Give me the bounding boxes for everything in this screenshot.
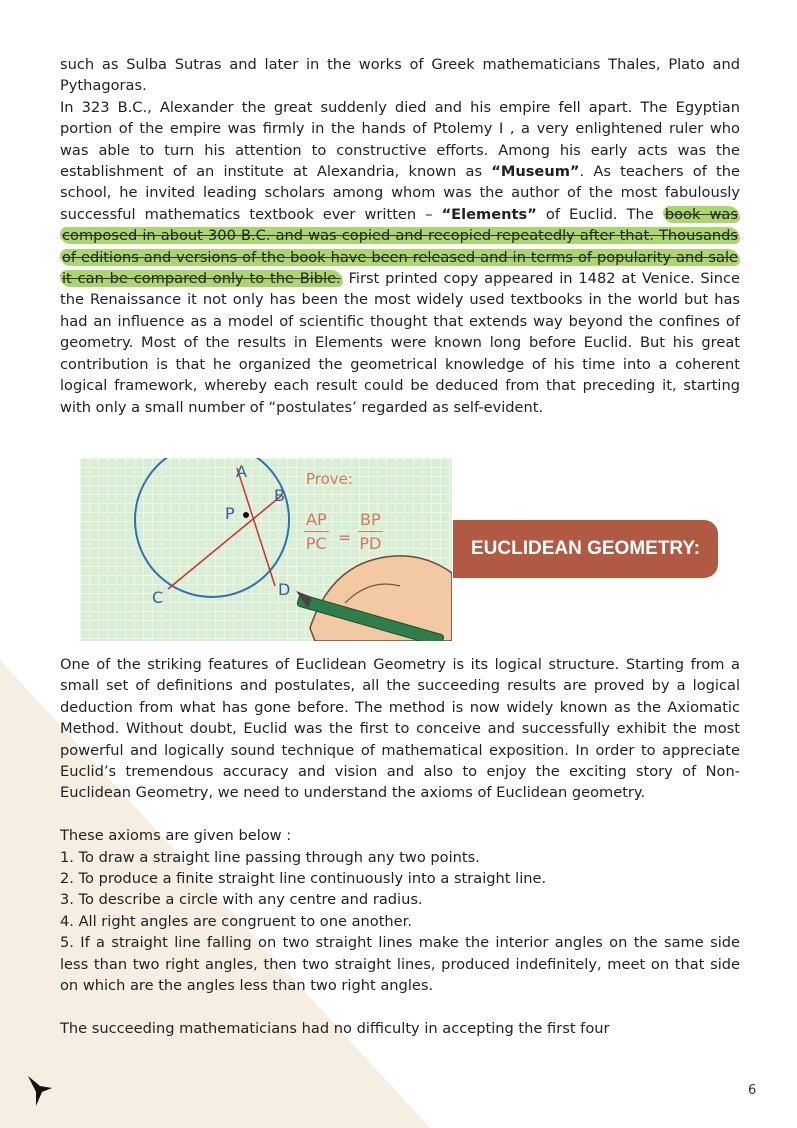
axioms-intro: These axioms are given below :: [60, 827, 292, 845]
label-c: C: [152, 588, 164, 607]
section-title: EUCLIDEAN GEOMETRY:: [453, 520, 718, 578]
fraction-bp-pd: [358, 510, 383, 553]
prove-label: Prove:: [306, 470, 353, 488]
bird-logo-icon: [26, 1074, 54, 1108]
axiom-item: 1. To draw a straight line passing through any two points.: [60, 848, 480, 866]
fraction-ap-pc: [304, 510, 329, 553]
circle-diagram: [80, 458, 452, 641]
fraction-ap: AP: [304, 510, 329, 532]
closing-sentence: The succeeding mathematicians had no difficulty in accepting the first four: [60, 1019, 610, 1037]
label-d: D: [278, 580, 291, 599]
axiom-item: 2. To produce a finite straight line continuously into a straight line.: [60, 870, 547, 888]
highlighted-text: book was composed in about 300 B.C. and was copied and recopied repeatedly after that. Thousands of editions and versions of the book have been released and in terms of popularity and sale it can be compared only to the Bible.: [62, 205, 738, 288]
axioms-text: [60, 654, 740, 1039]
axiom-item: 5. If a straight line falling on two straight lines make the interior angles on the same side less than two right angles, then two straight lines, produced indefinitely, meet on that side on which are the angles less than two right angles.: [60, 934, 740, 995]
fraction-pc: PC: [305, 534, 327, 553]
history-text-1: In 323 B.C., Alexander the great suddenly died and his empire fell apart. The Egyptian portion of the empire was firmly in the hands of Ptolemy I , a very enlightened ruler who was able to turn his attention to constructive efforts. Among his early acts was the establishment of an institute at Alexandria, known as: [60, 98, 740, 181]
label-a: A: [236, 462, 247, 481]
paragraph-logic: One of the striking features of Euclidean Geometry is its logical structure. Starting from a small set of definitions and postulates, all the succeeding results are proved by a logical deduction from what has gone before. The method is now widely known as the Axiomatic Method. Without doubt, Euclid was the first to conceive and successfully exhibit the most powerful and logically sound technique of mathematical exposition. In order to appreciate Euclid’s tremendous accuracy and vision and also to enjoy the exciting story of Non- Euclidean Geometry, we need to understand the axioms of Euclidean geometry.: [60, 656, 740, 802]
label-p: P: [225, 504, 235, 523]
pencil-hand-icon: [296, 556, 452, 641]
history-text-4: First printed copy appeared in 1482 at Venice. Since the Renaissance it not only has been the most widely used textbooks in the world but has had an influence as a model of scientific thought that extends way beyond the confines of geometry. Most of the results in Elements were known long before Euclid. But his great contribution is that he organized the geometrical knowledge of his time into a coherent logical framework, whereby each result could be deduced from that preceding it, starting with only a small number of “postulates’ regarded as self-evident.: [60, 270, 740, 416]
equals-sign: =: [338, 528, 352, 547]
page-number: 6: [748, 1083, 757, 1098]
paragraph-history: [60, 97, 740, 418]
history-text-3: of Euclid. The: [536, 205, 663, 223]
fraction-pd: PD: [359, 534, 382, 553]
axiom-item: 3. To describe a circle with any centre and radius.: [60, 891, 423, 909]
label-b: B: [274, 486, 285, 505]
fraction-bp: BP: [358, 510, 383, 532]
history-text-2: . As teachers of the school, he invited leading scholars among whom was the author of the most fabulously successful mathematics textbook ever written –: [60, 163, 740, 223]
paragraph-sulba: such as Sulba Sutras and later in the works of Greek mathematicians Thales, Plato and Pythagoras.: [60, 56, 740, 95]
geometry-figure: [80, 458, 452, 641]
intro-text: [60, 54, 740, 418]
elements-term: “Elements”: [441, 205, 537, 223]
museum-term: “Museum”: [491, 163, 580, 181]
axiom-item: 4. All right angles are congruent to one another.: [60, 912, 412, 930]
